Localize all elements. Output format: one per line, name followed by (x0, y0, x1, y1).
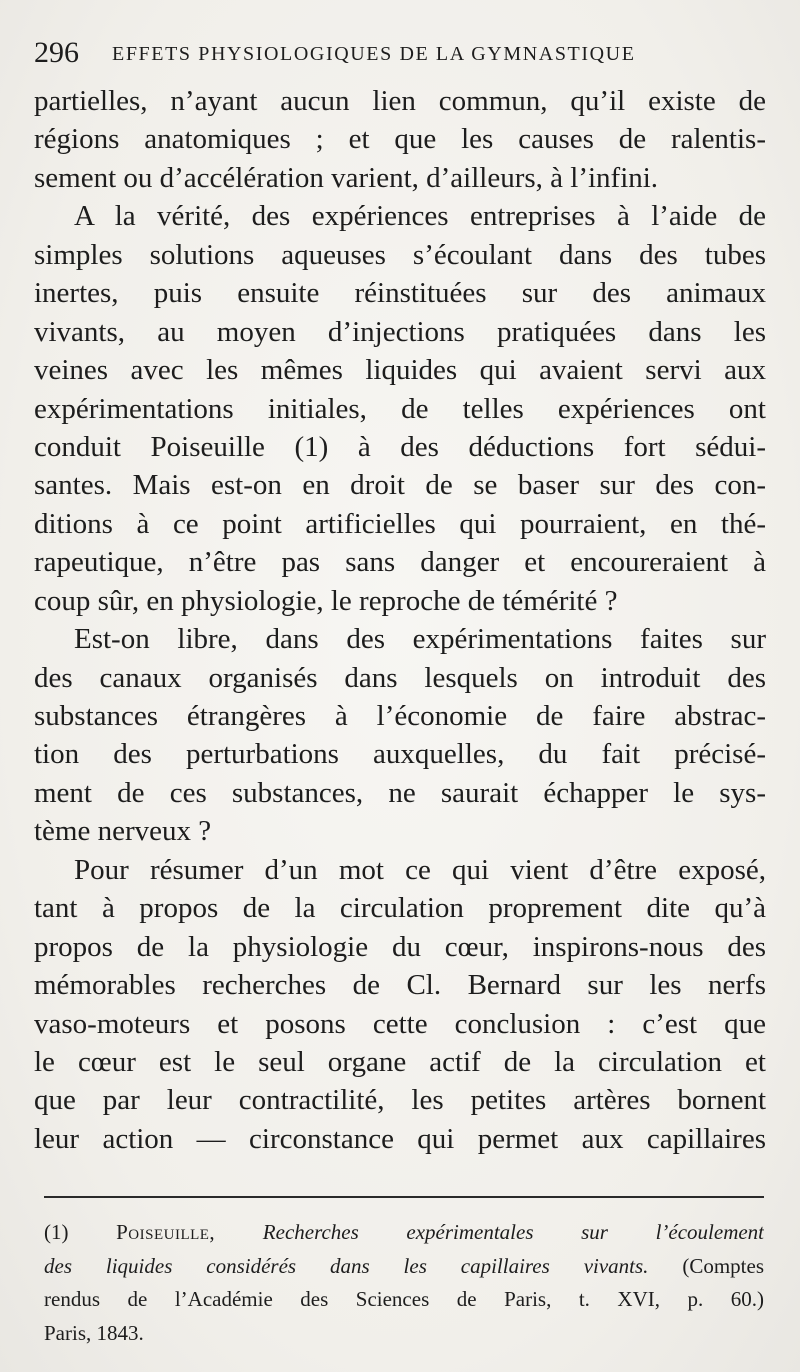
footnote-line: rendus de l’Académie des Sciences de Paris, t. XVI, p. 60.) (44, 1287, 764, 1311)
footnote-author: Poiseuille, (116, 1220, 216, 1244)
text-line: substances étrangères à l’économie de faire abstrac- (34, 700, 766, 732)
footnote-marker: (1) (44, 1220, 69, 1244)
text-line: le cœur est le seul organe actif de la circulation et (34, 1045, 766, 1078)
text-line: régions anatomiques ; et que les causes de ralentis- (34, 123, 766, 156)
text-line: mémorables recherches de Cl. Bernard sur les nerfs (34, 969, 766, 1002)
footnote-title-part1: Recherches expérimentales sur l’écoulement (262, 1220, 764, 1244)
text-line: santes. Mais est-on en droit de se baser sur des con- (34, 469, 766, 502)
text-line: sement ou d’accélération varient, d’ailleurs, à l’infini. (34, 161, 659, 194)
text-line: simples solutions aqueuses s’écoulant dans des tubes (34, 238, 766, 271)
text-line: A la vérité, des expériences entreprises à l’aide de (74, 200, 766, 233)
text-line: Est-on libre, dans des expérimentations faites sur (74, 623, 766, 656)
page-number: 296 (34, 36, 79, 69)
text-line: des canaux organisés dans lesquels on introduit des (34, 661, 766, 694)
text-line: ditions à ce point artificielles qui pourraient, en thé- (34, 507, 766, 540)
running-title: EFFETS PHYSIOLOGIQUES DE LA GYMNASTIQUE (112, 43, 636, 65)
footnote-divider (44, 1196, 764, 1198)
text-line: tème nerveux ? (34, 815, 212, 848)
footnote-title-part2: des liquides considérés dans les capillaires vivants. (44, 1253, 649, 1278)
footnote-line (44, 1216, 764, 1250)
text-line: expérimentations initiales, de telles expériences ont (34, 392, 766, 425)
text-line: leur action — circonstance qui permet aux capillaires (34, 1122, 766, 1155)
text-line: ment de ces substances, ne saurait échapper le sys- (34, 776, 766, 809)
text-line: Pour résumer d’un mot ce qui vient d’être exposé, (74, 853, 766, 886)
text-line: vivants, au moyen d’injections pratiquées dans les (34, 315, 766, 348)
text-line: inertes, puis ensuite réinstituées sur des animaux (34, 277, 766, 310)
text-line: conduit Poiseuille (1) à des déductions fort sédui- (34, 430, 766, 463)
footnote-line: Paris, 1843. (44, 1320, 144, 1345)
text-line: vaso-moteurs et posons cette conclusion : c’est que (34, 1007, 766, 1040)
text-line: partielles, n’ayant aucun lien commun, qu’il existe de (34, 85, 766, 117)
footnote (44, 1216, 764, 1350)
running-head (34, 34, 774, 74)
text-line: coup sûr, en physiologie, le reproche de témérité ? (34, 584, 618, 617)
text-line: veines avec les mêmes liquides qui avaient servi aux (34, 354, 766, 387)
footnote-line (44, 1250, 764, 1284)
text-line: tion des perturbations auxquelles, du fait précisé- (34, 738, 766, 771)
text-line: tant à propos de la circulation proprement dite qu’à (34, 892, 766, 925)
text-line: rapeutique, n’être pas sans danger et encoureraient à (34, 546, 766, 579)
footnote-source-start: (Comptes (682, 1253, 764, 1278)
text-line: propos de la physiologie du cœur, inspirons-nous des (34, 930, 766, 963)
text-line: que par leur contractilité, les petites artères bornent (34, 1084, 766, 1117)
body-text (34, 82, 766, 1158)
